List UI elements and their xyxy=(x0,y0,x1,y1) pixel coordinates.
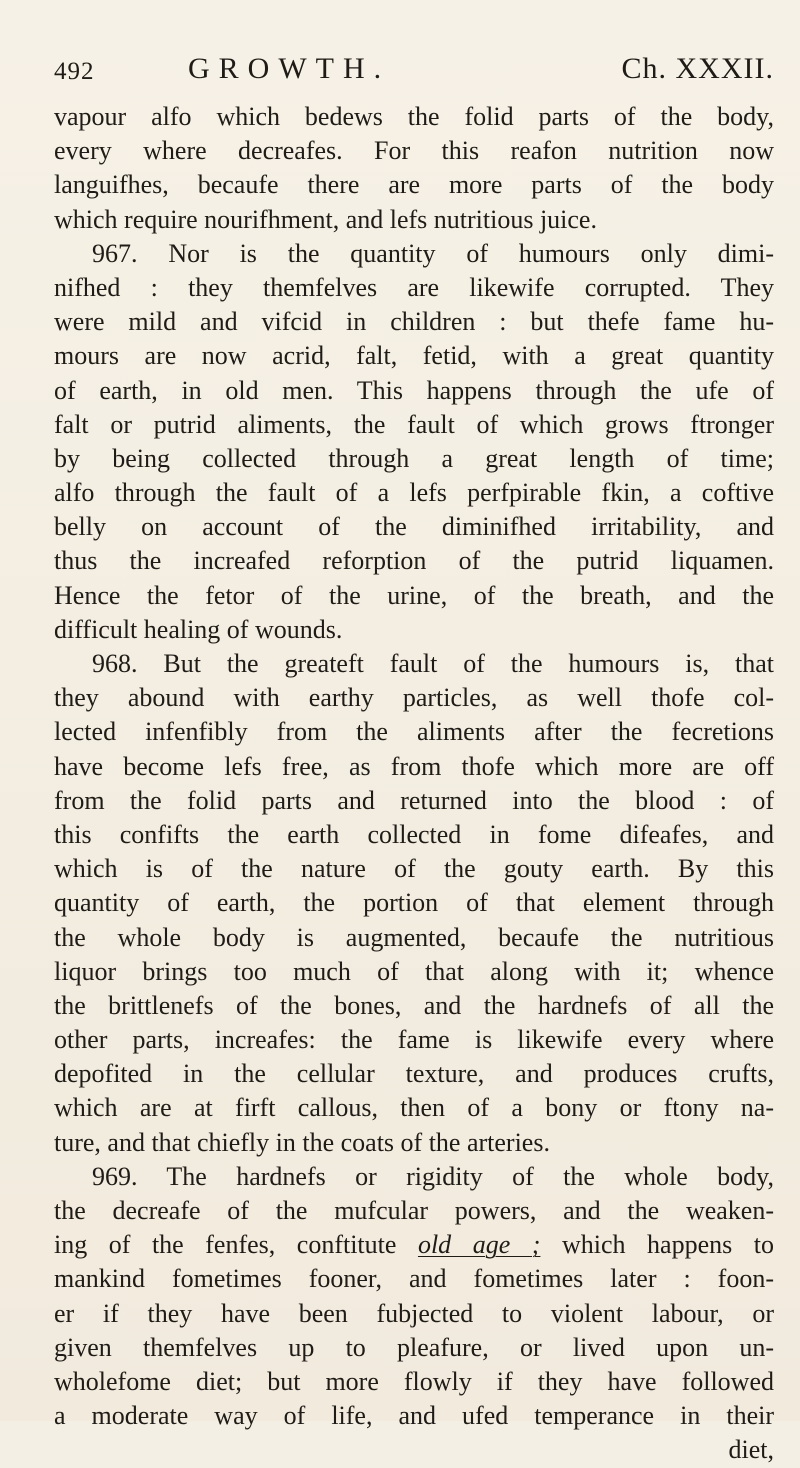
line-text: ture, and that chiefly in the coats of the arteries. xyxy=(54,1127,550,1157)
page-header xyxy=(54,52,774,96)
line-text: the whole body is augmented, becaufe the nutritious xyxy=(54,922,774,952)
text-line xyxy=(54,989,774,1023)
line-text: diet, xyxy=(728,1435,774,1465)
line-text: which are at firft callous, then of a bony or ftony na- xyxy=(54,1093,774,1123)
line-text: the decreafe of the mufcular powers, and the weaken- xyxy=(54,1196,774,1225)
line-text: lected infenfibly from the aliments after the fecretions xyxy=(54,717,774,747)
text-line xyxy=(54,647,774,681)
line-text: thus the increafed reforption of the putrid liquamen. xyxy=(54,546,774,576)
line-text: nifhed : they themfelves are likewife corrupted. They xyxy=(54,272,774,302)
line-text: 967. Nor is the quantity of humours only dimi- xyxy=(92,238,774,268)
text-line xyxy=(54,1331,774,1365)
line-text: every where decreafes. For this reafon nutrition now xyxy=(54,136,774,166)
text-line xyxy=(54,818,774,852)
text-line xyxy=(54,681,774,715)
line-text: liquor brings too much of that along with it; whence xyxy=(54,956,774,986)
line-text: mankind fometimes fooner, and fometimes later : foon- xyxy=(54,1264,774,1294)
line-text: vapour alfo which bedews the folid parts of the body, xyxy=(54,102,774,131)
line-text: the brittlenefs of the bones, and the hardnefs of all the xyxy=(54,990,774,1020)
text-line xyxy=(54,1091,774,1125)
line-text: alfo through the fault of a lefs perfpirable fkin, a coftive xyxy=(54,478,774,508)
chapter-label: Ch. XXXII. xyxy=(621,52,774,85)
emphasized-term: old age ; xyxy=(417,1230,541,1260)
text-line xyxy=(54,784,774,818)
line-text: ing of the fenfes, conftitute xyxy=(54,1230,418,1260)
body-text xyxy=(54,100,774,1468)
line-text: of earth, in old men. This happens through the ufe of xyxy=(54,375,774,405)
line-text: Hence the fetor of the urine, of the breath, and the xyxy=(54,580,774,610)
line-text: have become lefs free, as from thofe which more are off xyxy=(54,751,774,781)
text-line xyxy=(54,544,774,578)
text-line xyxy=(54,442,774,476)
text-line xyxy=(54,100,774,134)
text-line xyxy=(54,955,774,989)
line-text: difficult healing of wounds. xyxy=(54,614,343,644)
line-text: which is of the nature of the gouty earth. By this xyxy=(54,854,774,884)
line-text: depofited in the cellular texture, and produces crufts, xyxy=(54,1059,774,1089)
text-line xyxy=(54,1023,774,1057)
text-line xyxy=(54,1126,774,1160)
line-text: this confifts the earth collected in fome difeafes, and xyxy=(54,819,774,849)
text-line xyxy=(54,510,774,544)
line-text: mours are now acrid, falt, fetid, with a great quantity xyxy=(54,341,774,371)
text-line xyxy=(54,750,774,784)
line-text: 968. But the greateft fault of the humours is, that xyxy=(92,649,774,678)
text-line xyxy=(54,476,774,510)
text-line xyxy=(54,203,774,237)
text-line xyxy=(54,374,774,408)
line-text: by being collected through a great length of time; xyxy=(54,443,774,473)
text-line xyxy=(54,1194,774,1228)
text-line xyxy=(54,408,774,442)
text-line xyxy=(54,613,774,647)
line-text: they abound with earthy particles, as well thofe col- xyxy=(54,683,774,713)
line-text: 969. The hardnefs or rigidity of the whole body, xyxy=(92,1161,774,1191)
text-line xyxy=(54,579,774,613)
text-line xyxy=(54,1160,774,1194)
line-text: which require nourifhment, and lefs nutritious juice. xyxy=(54,204,597,234)
line-text: er if they have been fubjected to violent labour, or xyxy=(54,1298,774,1328)
line-text-continued: which happens to xyxy=(540,1230,774,1260)
line-text: falt or putrid aliments, the fault of which grows ftronger xyxy=(54,409,774,439)
text-line xyxy=(54,1228,774,1262)
text-line xyxy=(54,886,774,920)
text-line xyxy=(54,339,774,373)
text-line xyxy=(54,852,774,886)
text-line xyxy=(54,1365,774,1399)
text-line xyxy=(54,168,774,202)
text-line xyxy=(54,1399,774,1433)
line-text: a moderate way of life, and ufed temperance in their xyxy=(54,1401,774,1431)
text-line xyxy=(54,1057,774,1091)
line-text: languifhes, becaufe there are more parts of the body xyxy=(54,170,774,200)
text-line xyxy=(54,134,774,168)
page-number: 492 xyxy=(54,58,95,85)
text-line xyxy=(54,1433,774,1467)
text-line xyxy=(54,305,774,339)
text-line xyxy=(54,1262,774,1296)
line-text: wholefome diet; but more flowly if they have followed xyxy=(54,1366,774,1396)
running-title: GROWTH. xyxy=(188,52,391,85)
text-line xyxy=(54,1297,774,1331)
text-line xyxy=(54,921,774,955)
line-text: quantity of earth, the portion of that element through xyxy=(54,888,774,918)
text-line xyxy=(54,271,774,305)
line-text: other parts, increafes: the fame is likewife every where xyxy=(54,1025,774,1055)
line-text: were mild and vifcid in children : but thefe fame hu- xyxy=(54,307,774,337)
line-text: given themfelves up to pleafure, or lived upon un- xyxy=(54,1332,774,1362)
line-text: belly on account of the diminifhed irritability, and xyxy=(54,512,774,542)
text-line xyxy=(54,237,774,271)
text-line xyxy=(54,715,774,749)
line-text: from the folid parts and returned into the blood : of xyxy=(54,785,774,815)
